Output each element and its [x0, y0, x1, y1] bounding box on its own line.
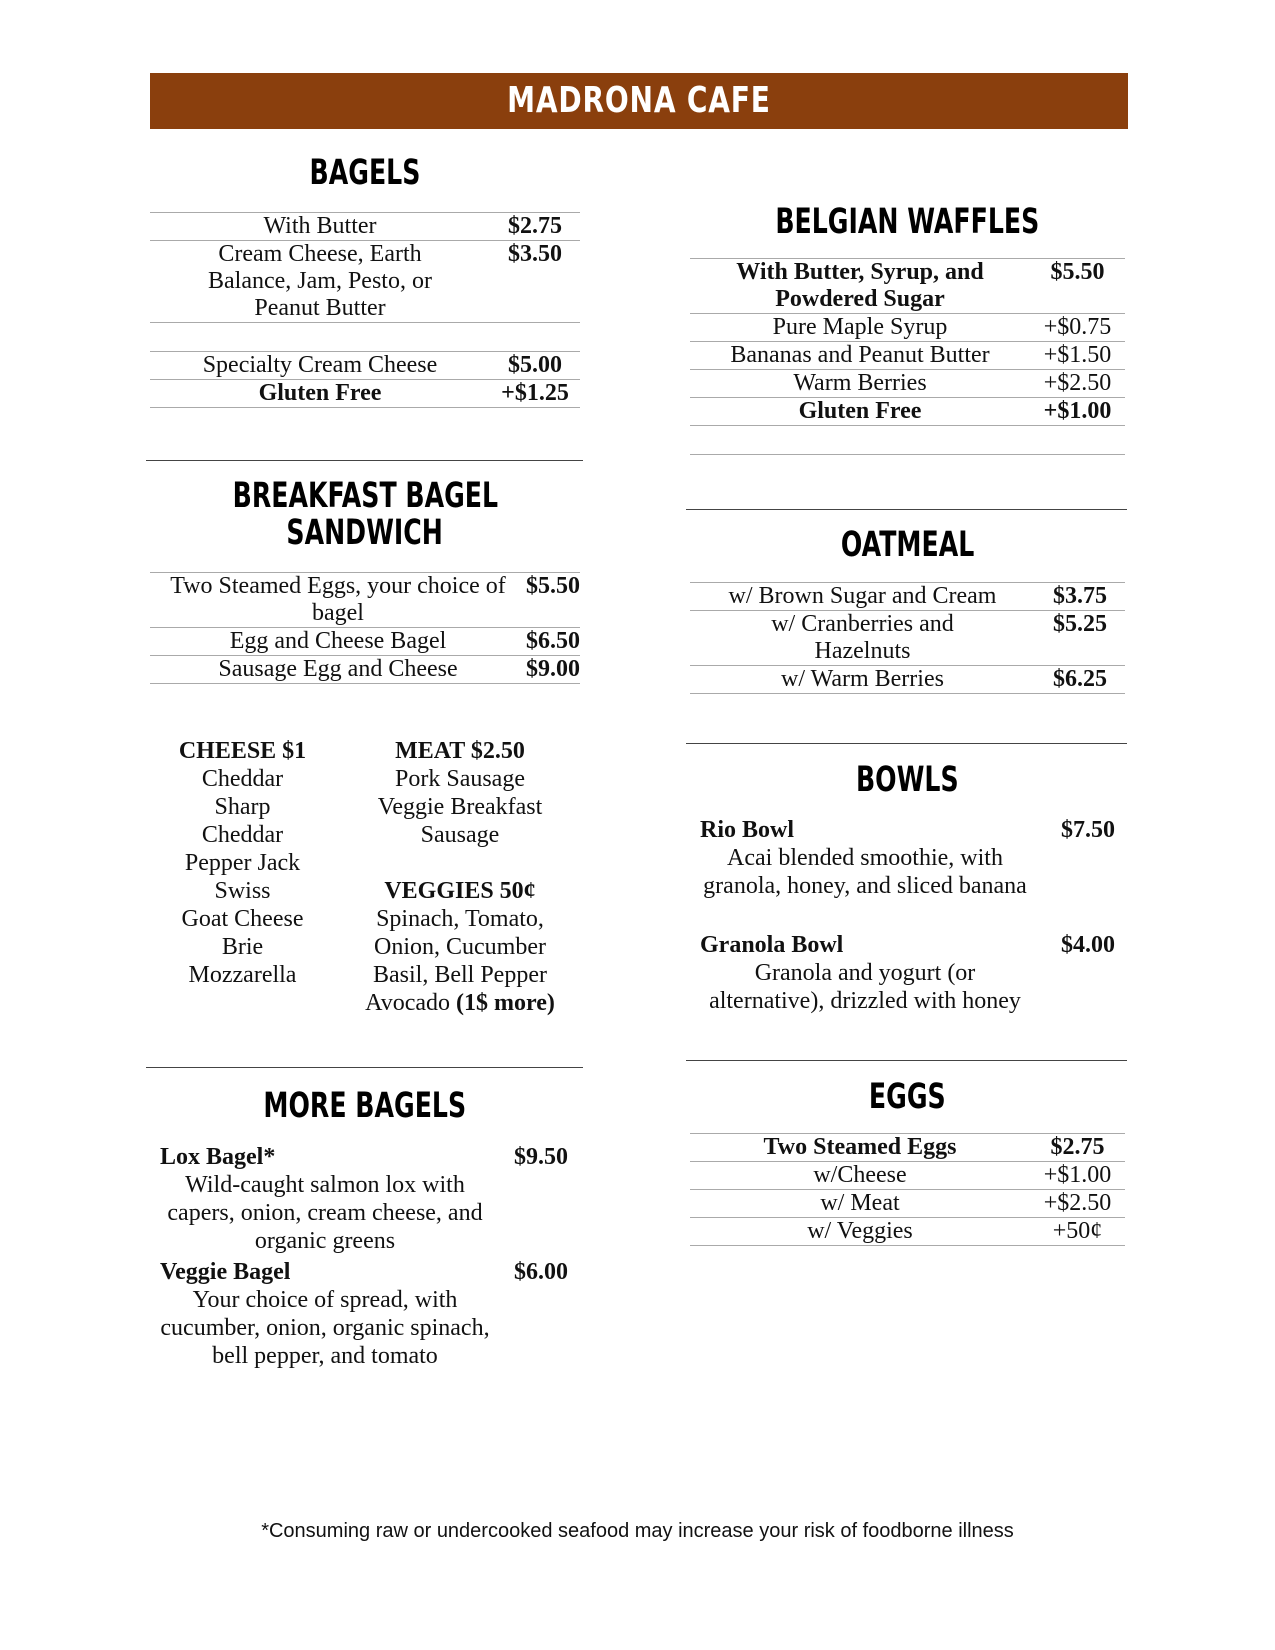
- cafe-title-banner: [150, 73, 1128, 129]
- bagels-table: [150, 212, 580, 408]
- breakfast-sandwich-heading: BREAKFAST BAGEL SANDWICH: [232, 476, 498, 553]
- section-divider: [146, 460, 583, 461]
- table-row: [690, 1190, 1125, 1218]
- item-name: With Butter: [150, 213, 490, 241]
- table-row: [690, 1134, 1125, 1162]
- item-price: $9.00: [526, 656, 580, 682]
- list-item: Pork Sausage: [395, 766, 525, 792]
- table-row: [150, 380, 580, 408]
- section-divider: [686, 743, 1127, 744]
- item-price: $2.75: [1030, 1134, 1125, 1162]
- table-row: [690, 370, 1125, 398]
- item-price: $5.25: [1035, 611, 1125, 666]
- list-item: Spinach, Tomato,: [376, 906, 544, 932]
- list-item: Basil, Bell Pepper: [373, 962, 547, 988]
- item-name: Egg and Cheese Bagel: [150, 628, 526, 656]
- item-name: [690, 426, 1030, 455]
- table-row: [690, 314, 1125, 342]
- meat-veggies-list: [345, 737, 575, 1017]
- list-item: Pepper Jack: [184, 850, 301, 876]
- item-price: [490, 323, 580, 352]
- item-price: $6.00: [514, 1259, 568, 1285]
- eggs-table: [690, 1133, 1125, 1246]
- menu-item-lox-bagel: [160, 1143, 580, 1255]
- table-row: [150, 241, 580, 323]
- item-description: Acai blended smoothie, with granola, honey, and sliced banana: [703, 845, 1027, 899]
- item-name: w/Cheese: [690, 1162, 1030, 1190]
- table-row: [690, 1162, 1125, 1190]
- list-item: Onion, Cucumber: [374, 934, 546, 960]
- item-price: $2.75: [490, 213, 580, 241]
- list-item: Mozzarella: [188, 962, 297, 988]
- oatmeal-heading: OATMEAL: [840, 525, 975, 565]
- item-name: Lox Bagel*: [160, 1144, 276, 1170]
- table-row: [690, 398, 1125, 426]
- list-item: Goat Cheese: [181, 906, 304, 932]
- item-price: $7.50: [1061, 817, 1115, 843]
- menu-item-granola-bowl: [700, 931, 1125, 1015]
- item-name: Sausage Egg and Cheese: [150, 656, 526, 684]
- waffles-heading: BELGIAN WAFFLES: [775, 202, 1040, 242]
- list-item: Cheddar: [201, 766, 284, 792]
- item-price: $9.50: [514, 1144, 568, 1170]
- item-price: $6.50: [526, 628, 580, 654]
- seafood-footnote: *Consuming raw or undercooked seafood may increase your risk of foodborne illness: [261, 1520, 1014, 1542]
- list-item: [345, 989, 575, 1017]
- section-divider: [146, 1067, 583, 1068]
- item-name: [150, 323, 490, 352]
- table-row: [150, 213, 580, 241]
- meat-heading: MEAT $2.50: [395, 738, 525, 764]
- menu-item-rio-bowl: [700, 816, 1125, 900]
- cheese-heading: CHEESE $1: [178, 738, 307, 764]
- item-price: +$1.25: [490, 380, 580, 408]
- bowls-heading: BOWLS: [856, 760, 959, 800]
- item-name: Warm Berries: [690, 370, 1030, 398]
- list-item: Brie: [221, 934, 264, 960]
- table-row: [690, 666, 1125, 694]
- item-price: +$2.50: [1030, 370, 1125, 398]
- item-name: Veggie Bagel: [160, 1259, 291, 1285]
- item-name: w/ Meat: [690, 1190, 1030, 1218]
- item-price: $3.75: [1035, 583, 1125, 611]
- section-divider: [686, 509, 1127, 510]
- item-price: [1030, 426, 1125, 455]
- table-row: [690, 611, 1125, 666]
- item-name: w/ Cranberries and Hazelnuts: [690, 611, 1035, 666]
- bagels-heading: BAGELS: [309, 153, 421, 193]
- item-price: $4.00: [1061, 932, 1115, 958]
- list-item: Sharp: [214, 794, 271, 820]
- item-price: +$0.75: [1030, 314, 1125, 342]
- item-description: Wild-caught salmon lox with capers, onion, cream cheese, and organic greens: [167, 1172, 483, 1254]
- oatmeal-table: [690, 582, 1125, 694]
- item-name: Two Steamed Eggs: [690, 1134, 1030, 1162]
- more-bagels-heading: MORE BAGELS: [263, 1086, 467, 1126]
- item-name: Gluten Free: [690, 398, 1030, 426]
- avocado-note: (1$ more): [456, 990, 555, 1016]
- section-divider: [686, 1060, 1127, 1061]
- item-price: $6.25: [1035, 666, 1125, 694]
- cheese-list: [160, 737, 325, 989]
- cafe-title: MADRONA CAFE: [507, 80, 771, 121]
- table-row: [150, 628, 580, 656]
- avocado-label: Avocado: [365, 990, 450, 1016]
- table-row: [690, 342, 1125, 370]
- item-price: $5.50: [1030, 259, 1125, 314]
- item-name: Granola Bowl: [700, 932, 844, 958]
- item-description: Your choice of spread, with cucumber, onion, organic spinach, bell pepper, and tomato: [160, 1287, 490, 1369]
- list-item: Veggie Breakfast: [377, 794, 543, 820]
- item-price: +$1.00: [1030, 398, 1125, 426]
- item-price: $5.50: [526, 573, 580, 628]
- table-row: [150, 656, 580, 684]
- breakfast-sandwich-table: [150, 572, 580, 684]
- item-name: Rio Bowl: [700, 817, 795, 843]
- item-name: Bananas and Peanut Butter: [690, 342, 1030, 370]
- item-price: +$2.50: [1030, 1190, 1125, 1218]
- item-name: Specialty Cream Cheese: [150, 352, 490, 380]
- veggies-heading: VEGGIES 50¢: [384, 878, 536, 904]
- table-row: [150, 323, 580, 352]
- waffles-table: [690, 258, 1125, 455]
- menu-item-veggie-bagel: [160, 1258, 580, 1370]
- item-name: Two Steamed Eggs, your choice of bagel: [150, 573, 526, 628]
- eggs-heading: EGGS: [869, 1077, 946, 1117]
- item-name: w/ Veggies: [690, 1218, 1030, 1246]
- item-price: $5.00: [490, 352, 580, 380]
- item-price: +$1.00: [1030, 1162, 1125, 1190]
- table-row: [690, 583, 1125, 611]
- table-row: [690, 1218, 1125, 1246]
- table-row: [150, 573, 580, 628]
- list-item: Cheddar: [201, 822, 284, 848]
- table-row: [150, 352, 580, 380]
- item-name: Gluten Free: [150, 380, 490, 408]
- list-item: Swiss: [214, 878, 271, 904]
- item-name: w/ Brown Sugar and Cream: [690, 583, 1035, 611]
- table-row: [690, 426, 1125, 455]
- item-price: +$1.50: [1030, 342, 1125, 370]
- table-row: [690, 259, 1125, 314]
- item-name: Pure Maple Syrup: [690, 314, 1030, 342]
- item-price: $3.50: [490, 241, 580, 323]
- item-price: +50¢: [1030, 1218, 1125, 1246]
- item-name: With Butter, Syrup, and Powdered Sugar: [690, 259, 1030, 314]
- item-name: Cream Cheese, Earth Balance, Jam, Pesto, or Peanut Butter: [150, 241, 490, 323]
- list-item: Sausage: [420, 822, 500, 848]
- item-description: Granola and yogurt (or alternative), drizzled with honey: [709, 960, 1021, 1014]
- item-name: w/ Warm Berries: [690, 666, 1035, 694]
